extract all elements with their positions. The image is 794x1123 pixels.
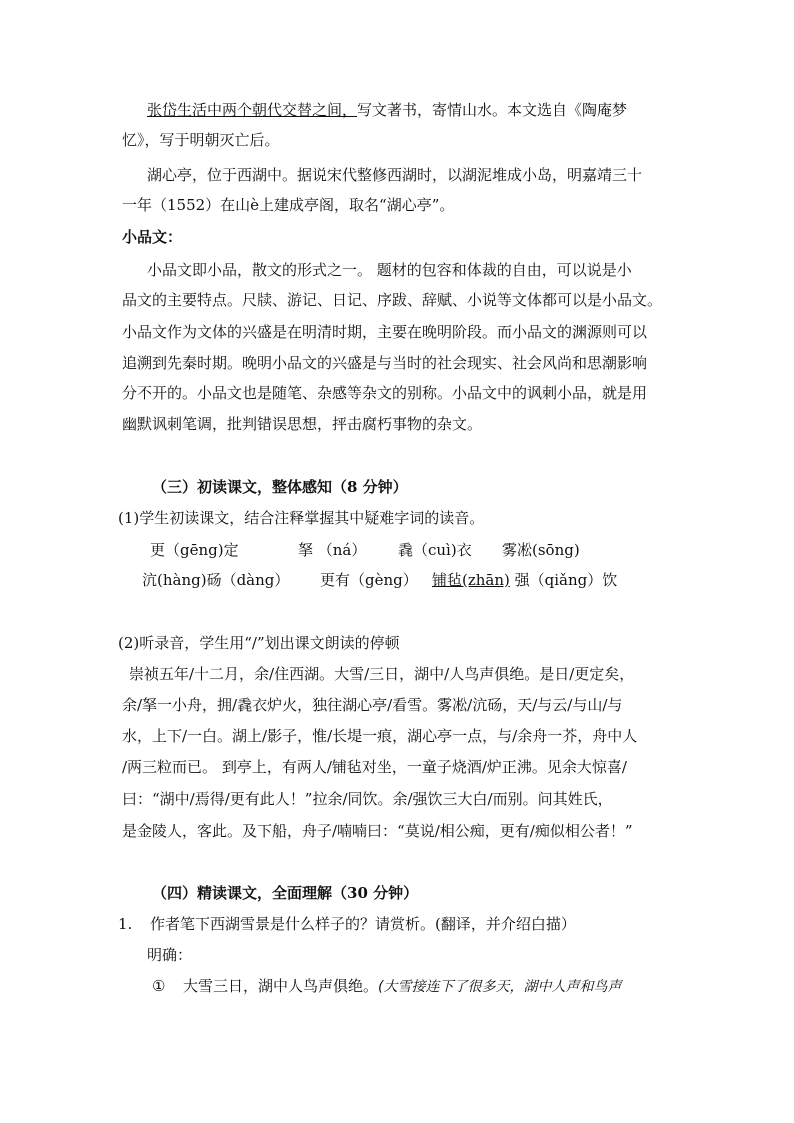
underlined-phrase: 张岱生活中两个朝代交替之间， — [147, 101, 358, 119]
intro-paragraph-2-line-2: 一年（1552）在山è上建成亭阁，取名“湖心亭”。 — [122, 196, 455, 214]
passage-line-1: 崇祯五年/十二月，余/住西湖。大雪/三日，湖中/人鸟声俱绝。是日/更定矣， — [129, 665, 635, 683]
intro-paragraph-1-line-2: 忆》，写于明朝灭亡后。 — [122, 131, 280, 149]
section-3-heading: （三）初读课文，整体感知（8 分钟） — [152, 478, 408, 496]
xiaopinwen-line-3: 小品文作为文体的兴盛是在明清时期，主要在晚明阶段。而小品文的渊源则可以 — [122, 323, 648, 341]
word-pinyin-pu-zhan: 铺毡(zhān) 强（qiǎng）饮 — [432, 571, 618, 589]
word-pinyin-cui-yi: 毳（cuì)衣 — [398, 541, 472, 559]
xiaopinwen-line-4: 追溯到先秦时期。晚明小品文的兴盛是与当时的社会现实、社会风尚和思潮影响 — [122, 354, 648, 372]
section-3-item-2: (2)听录音，学生用“/”划出课文朗读的停顿 — [118, 634, 400, 652]
intro-paragraph-2-line-1: 湖心亭，位于西湖中。据说宋代整修西湖时，以湖泥堆成小岛，明嘉靖三十 — [147, 166, 643, 184]
answer-label: 明确： — [147, 946, 193, 964]
section-4-heading: （四）精读课文，全面理解（30 分钟） — [152, 884, 419, 902]
passage-line-2: 余/拏一小舟，拥/毳衣炉火，独往湖心亭/看雪。雾凇/沆砀，天/与云/与山/与 — [122, 696, 623, 714]
word-pinyin-na: 拏 （ná） — [298, 541, 367, 559]
answer-1-text: 大雪三日，湖中人鸟声俱绝。(大雪接连下了很多天，湖中人声和鸟声 — [183, 977, 622, 995]
word-pinyin-geng-you: 更有（gèng） — [320, 571, 418, 589]
xiaopinwen-heading: 小品文： — [122, 228, 183, 246]
word-pinyin-wusong: 雾凇(sōng) — [502, 541, 580, 559]
word-pinyin-hangdang: 沆(hàng)砀（dàng） — [142, 571, 290, 589]
question-1-text: 作者笔下西湖雪景是什么样子的？请赏析。(翻译，并介绍白描） — [150, 915, 576, 933]
word-pinyin-geng-ding: 更（gēng)定 — [150, 541, 239, 559]
passage-line-4: /两三粒而已。 到亭上，有两人/铺毡对坐，一童子烧酒/炉正沸。见余大惊喜/ — [122, 758, 627, 776]
answer-1-number: ① — [152, 977, 166, 995]
section-3-item-1: (1)学生初读课文，结合注释掌握其中疑难字词的读音。 — [118, 509, 485, 527]
answer-1-translation-note: (大雪接连下了很多天，湖中人声和鸟声 — [378, 979, 622, 995]
intro-paragraph-1-line-1: 张岱生活中两个朝代交替之间，写文著书，寄情山水。本文选自《陶庵梦 — [147, 101, 628, 119]
passage-line-6: 是金陵人，客此。及下船，舟子/喃喃曰：“莫说/相公痴，更有/痴似相公者！” — [122, 822, 633, 840]
question-1-number: 1. — [118, 915, 133, 933]
xiaopinwen-line-2: 品文的主要特点。尺牍、游记、日记、序跋、辞赋、小说等文体都可以是小品文。 — [122, 291, 663, 309]
xiaopinwen-line-5: 分不开的。小品文也是随笔、杂感等杂文的别称。小品文中的讽刺小品，就是用 — [122, 384, 648, 402]
xiaopinwen-line-1: 小品文即小品，散文的形式之一。 题材的包容和体裁的自由，可以说是小 — [147, 261, 632, 279]
passage-line-3: 水，上下/一白。湖上/影子，惟/长堤一痕，湖心亭一点，与/余舟一芥，舟中人 — [122, 727, 638, 745]
xiaopinwen-line-6: 幽默讽刺笔调，批判错误思想，抨击腐朽事物的杂文。 — [122, 415, 483, 433]
passage-line-5: 曰：“湖中/焉得/更有此人！”拉余/同饮。余/强饮三大白/而别。问其姓氏， — [122, 790, 613, 808]
